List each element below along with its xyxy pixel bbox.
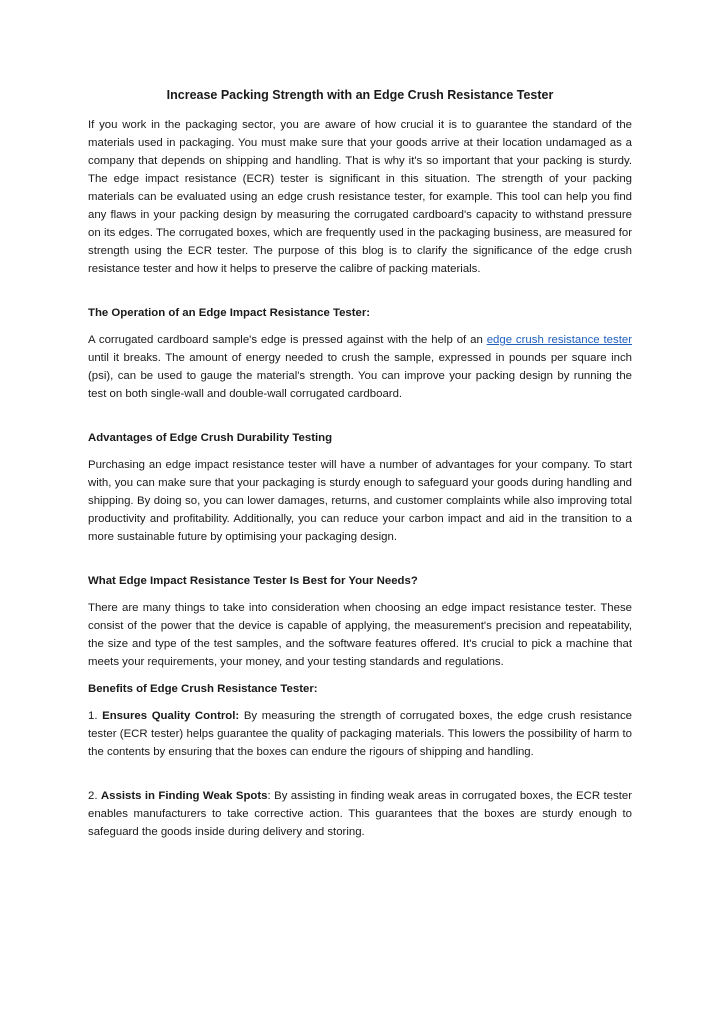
document-title: Increase Packing Strength with an Edge Crush Resistance Tester — [166, 88, 554, 102]
benefit-title: Assists in Finding Weak Spots — [100, 790, 268, 802]
benefit-title: Ensures Quality Control: — [102, 710, 240, 722]
operation-text-after: until it breaks. The amount of energy needed to crush the sample, expressed in pounds per square inch (psi), can be used to gauge the material's strength. You can improve your packing design by running the test on both single-wall and double-wall corrugated cardboard. — [88, 352, 632, 400]
advantages-paragraph: Purchasing an edge impact resistance tester will have a number of advantages for your company. To start with, you can make sure that your packaging is sturdy enough to safeguard your goods during handling and shipping. By doing so, you can lower damages, returns, and customer complaints while also improving total productivity and profitability. Additionally, you can reduce your carbon impact and aid in the transition to a more sustainable future by optimising your packaging design. — [88, 459, 632, 543]
benefit-text: : By assisting in finding weak areas in corrugated boxes, the ECR tester enables manufacturers to take corrective action. This guarantees that the boxes are sturdy enough to safeguard the goods inside during delivery and storing. — [88, 790, 632, 838]
section-heading-operation: The Operation of an Edge Impact Resistance Tester: — [88, 307, 371, 319]
section-heading-advantages: Advantages of Edge Crush Durability Testing — [88, 432, 333, 444]
benefit-item-2 — [88, 787, 632, 841]
intro-paragraph: If you work in the packaging sector, you are aware of how crucial it is to guarantee the standard of the materials used in packaging. You must make sure that your goods arrive at their location undamaged as a company that depends on shipping and handling. That is why it's so important that your packing is sturdy. The edge impact resistance (ECR) tester is significant in this situation. The strength of your packing materials can be evaluated using an edge crush resistance tester, for example. This tool can help you find any flaws in your packing design by measuring the corrugated cardboard's capacity to withstand pressure on its edges. The corrugated boxes, which are frequently used in the packaging business, are measured for strength using the ECR tester. The purpose of this blog is to clarify the significance of the edge crush resistance tester and how it helps to preserve the calibre of packing materials. — [88, 119, 632, 275]
benefit-text: By measuring the strength of corrugated boxes, the edge crush resistance tester (ECR tester) helps guarantee the quality of packaging materials. This lowers the possibility of harm to the contents by ensuring that the boxes can endure the rigours of shipping and handling. — [88, 710, 632, 758]
operation-paragraph — [88, 331, 632, 403]
document-page — [88, 86, 632, 841]
section-heading-benefits: Benefits of Edge Crush Resistance Tester: — [88, 683, 318, 695]
operation-text-before: A corrugated cardboard sample's edge is pressed against with the help of an — [88, 334, 487, 346]
section-heading-best-tester: What Edge Impact Resistance Tester Is Best for Your Needs? — [88, 575, 418, 587]
benefit-number: 2. — [88, 790, 101, 802]
best-tester-paragraph: There are many things to take into consideration when choosing an edge impact resistance tester. These consist of the power that the device is capable of applying, the measurement's precision and repeatability, the size and type of the test samples, and the software features offered. It's crucial to pick a machine that meets your requirements, your money, and your testing standards and regulations. — [88, 602, 632, 668]
benefit-number: 1. — [88, 710, 103, 722]
edge-crush-tester-link[interactable]: edge crush resistance tester — [486, 334, 632, 346]
benefit-item-1 — [88, 707, 632, 761]
